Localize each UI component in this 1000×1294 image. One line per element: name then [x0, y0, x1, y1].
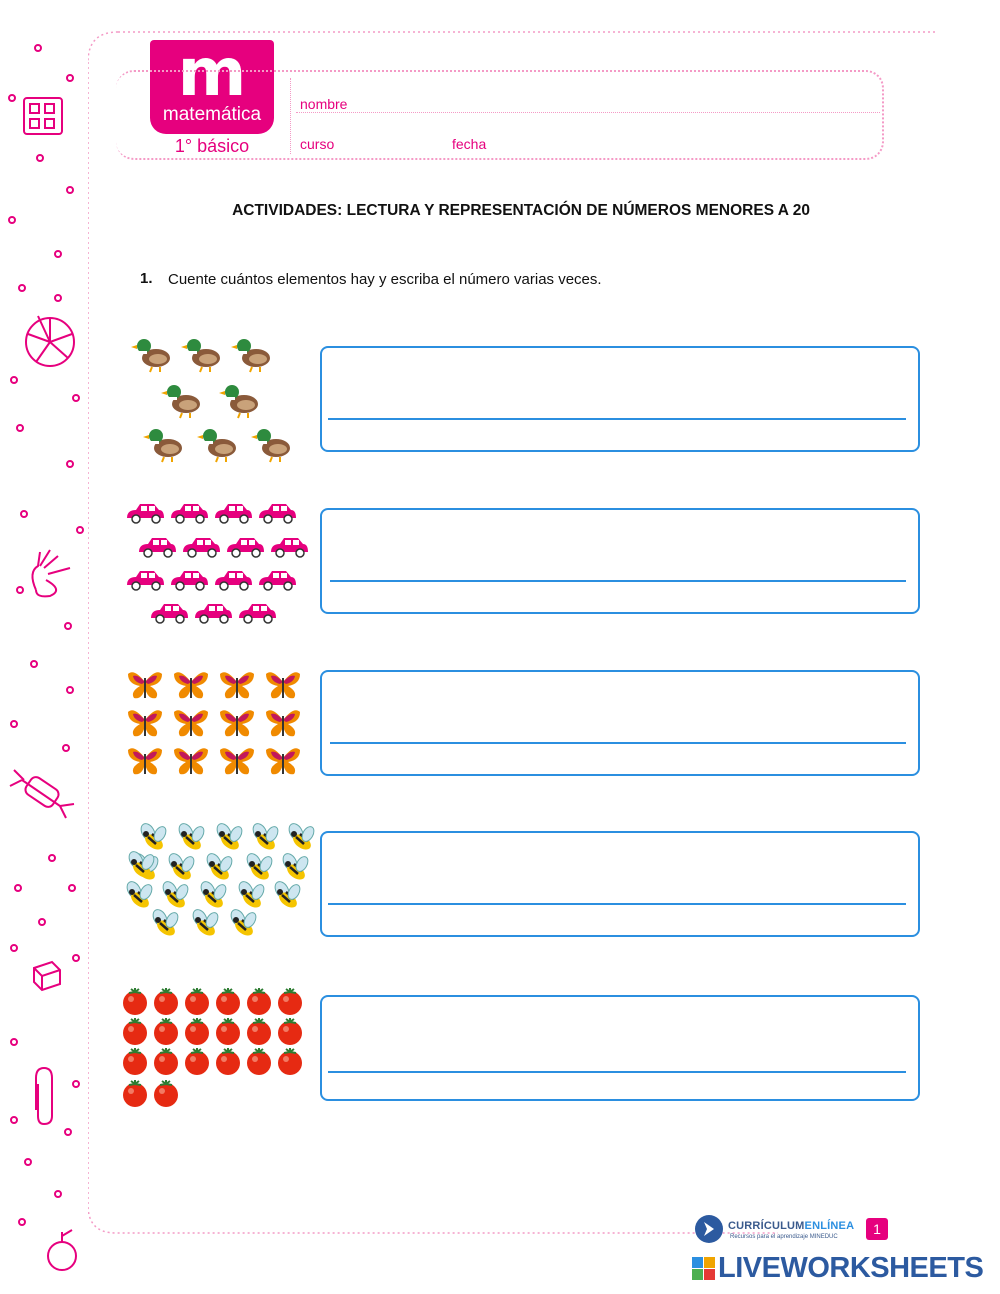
tomato-icon	[153, 1048, 181, 1078]
tomato-icon	[246, 1018, 274, 1048]
liveworksheets-watermark: LIVEWORKSHEETS	[718, 1252, 984, 1284]
bee-icon	[122, 850, 154, 882]
duck-icon	[164, 378, 204, 422]
question-text: Cuente cuántos elementos hay y escriba el número varias veces.	[168, 271, 602, 288]
car-icon	[192, 600, 234, 624]
car-icon	[148, 600, 190, 624]
bee-icon	[186, 908, 218, 940]
butterfly-icon	[218, 708, 256, 740]
butterfly-icon	[264, 670, 302, 702]
answer-line	[328, 1071, 906, 1073]
grade-level: 1° básico	[174, 136, 250, 156]
tomato-icon	[277, 988, 305, 1018]
tomato-icon	[246, 1048, 274, 1078]
duck-icon	[234, 332, 274, 376]
butterfly-icon	[172, 746, 210, 778]
bee-icon	[282, 822, 314, 854]
car-icon	[124, 500, 166, 524]
duck-icon	[146, 422, 186, 466]
bee-icon	[224, 908, 256, 940]
tomato-icon	[122, 988, 150, 1018]
butterfly-icon	[218, 670, 256, 702]
answer-line	[328, 418, 906, 420]
butterfly-icon	[126, 708, 164, 740]
bee-icon	[172, 822, 204, 854]
car-icon	[124, 567, 166, 591]
answer-line	[330, 580, 906, 582]
tomato-icon	[215, 988, 243, 1018]
answer-box-tomatoes[interactable]	[320, 995, 920, 1101]
tomato-icon	[184, 1048, 212, 1078]
car-icon	[224, 534, 266, 558]
brand-part-b: ENLÍNEA	[804, 1220, 855, 1232]
duck-icon	[254, 422, 294, 466]
car-icon	[256, 500, 298, 524]
butterfly-icon	[172, 670, 210, 702]
butterfly-icon	[264, 746, 302, 778]
name-label: nombre	[300, 96, 348, 112]
header-info-box	[116, 70, 884, 160]
tomato-icon	[122, 1080, 150, 1110]
car-icon	[136, 534, 178, 558]
butterfly-icon	[126, 746, 164, 778]
liveworksheets-logo-icon	[692, 1257, 716, 1281]
footer-brand	[728, 1220, 854, 1232]
page-title: ACTIVIDADES: LECTURA Y REPRESENTACIÓN DE NÚMEROS MENORES A 20	[232, 202, 810, 219]
logo-word: matemática	[162, 104, 262, 125]
car-icon	[168, 500, 210, 524]
duck-icon	[134, 332, 174, 376]
bee-icon	[246, 822, 278, 854]
tomato-icon	[122, 1048, 150, 1078]
car-icon	[168, 567, 210, 591]
course-label: curso	[300, 136, 335, 152]
tomato-icon	[153, 988, 181, 1018]
car-icon	[256, 567, 298, 591]
tomato-icon	[277, 1018, 305, 1048]
car-icon	[268, 534, 310, 558]
butterfly-icon	[264, 708, 302, 740]
logo-letter: m	[177, 34, 247, 111]
footer-tagline: Recursos para el aprendizaje MINEDUC	[730, 1234, 838, 1240]
tomato-icon	[215, 1048, 243, 1078]
car-icon	[212, 567, 254, 591]
curriculum-logo-icon	[694, 1214, 724, 1244]
butterfly-icon	[218, 746, 256, 778]
brand-part-a: CURRÍCULUM	[728, 1220, 805, 1232]
margin-decorations	[0, 0, 90, 1294]
tomato-icon	[246, 988, 274, 1018]
tomato-icon	[184, 988, 212, 1018]
car-icon	[236, 600, 278, 624]
car-icon	[180, 534, 222, 558]
duck-icon	[222, 378, 262, 422]
tomato-icon	[215, 1018, 243, 1048]
tomato-icon	[153, 1018, 181, 1048]
answer-box-butterflies[interactable]	[320, 670, 920, 776]
duck-icon	[184, 332, 224, 376]
tomato-icon	[153, 1080, 181, 1110]
date-label: fecha	[452, 136, 487, 152]
question-number: 1.	[140, 270, 153, 287]
answer-line	[330, 742, 906, 744]
bee-icon	[146, 908, 178, 940]
butterfly-icon	[126, 670, 164, 702]
answer-line	[328, 903, 906, 905]
answer-box-bees[interactable]	[320, 831, 920, 937]
answer-box-ducks[interactable]	[320, 346, 920, 452]
answer-box-cars[interactable]	[320, 508, 920, 614]
name-line[interactable]	[296, 112, 880, 113]
tomato-icon	[122, 1018, 150, 1048]
tomato-icon	[184, 1018, 212, 1048]
header-divider	[290, 78, 291, 154]
car-icon	[212, 500, 254, 524]
bee-icon	[268, 880, 300, 912]
tomato-icon	[277, 1048, 305, 1078]
page-number: 1	[866, 1218, 888, 1240]
butterfly-icon	[172, 708, 210, 740]
duck-icon	[200, 422, 240, 466]
bee-icon	[210, 822, 242, 854]
